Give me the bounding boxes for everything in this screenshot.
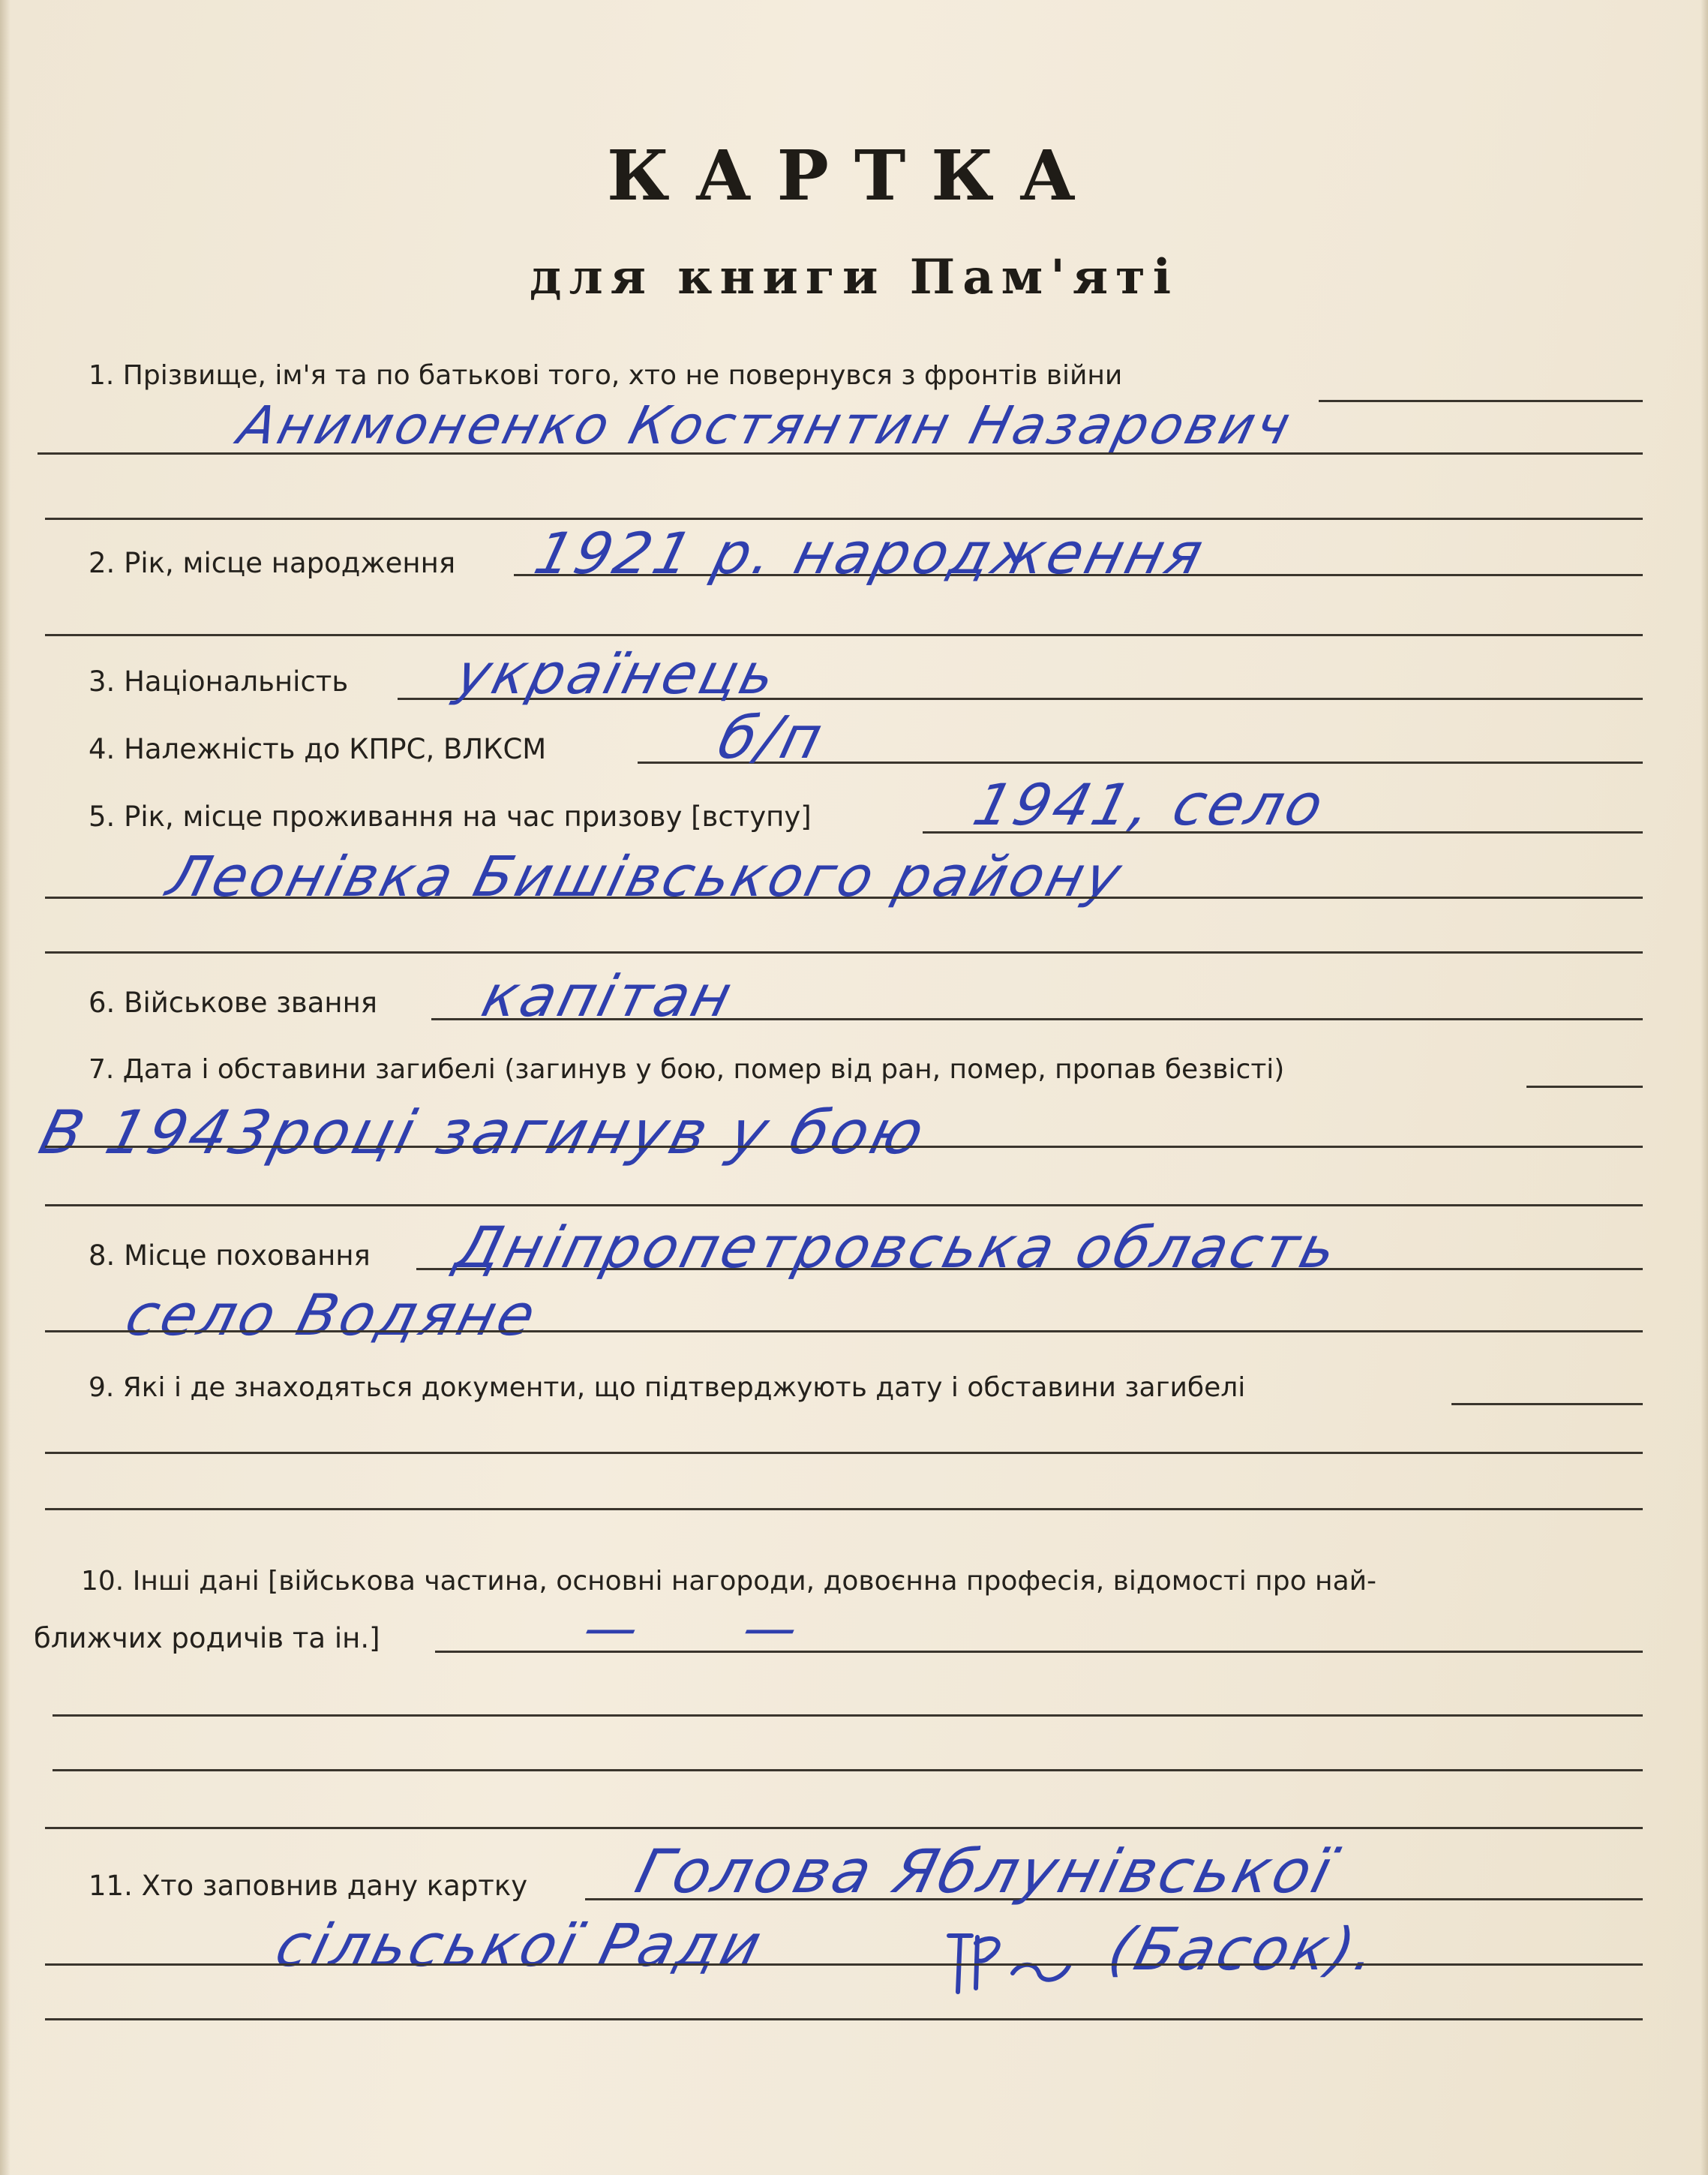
field-7-rule-2 <box>45 1204 1643 1206</box>
field-2-label: 2. Рік, місце народження <box>89 547 456 579</box>
field-4-answer: б/п <box>711 704 832 772</box>
field-5-rule-2 <box>45 897 1643 899</box>
field-11-answer-line-1: Голова Яблунівської <box>629 1837 1342 1906</box>
field-9-rule-1 <box>45 1452 1643 1454</box>
field-5-answer-line-1: 1941, село <box>967 771 1333 838</box>
field-11-answer-line-2b: (Басок). <box>1101 1916 1386 1984</box>
field-10-answer: — — <box>577 1597 850 1659</box>
field-10-label-line-1: 10. Інші дані [військова частина, основні нагороди, довоєнна професія, відомості про най- <box>81 1566 1377 1597</box>
field-2-answer: 1921 р. народження <box>528 520 1213 587</box>
paper-edge-left <box>0 0 11 2175</box>
field-11-rule-3 <box>45 2018 1643 2020</box>
field-3-answer: українець <box>449 642 785 707</box>
field-1-label: 1. Прізвище, ім'я та по батькові того, хто не повернувся з фронтів війни <box>89 360 1123 391</box>
field-6-answer: капітан <box>476 963 742 1029</box>
field-5-rule-3 <box>45 951 1643 954</box>
field-8-answer-line-1: Дніпропетровська область <box>449 1214 1346 1281</box>
field-5-answer-line-2: Леонівка Бишівського району <box>161 845 1130 909</box>
field-2-rule-2 <box>45 634 1643 636</box>
field-8-answer-line-2: село Водяне <box>119 1281 545 1348</box>
field-5-label: 5. Рік, місце проживання на час призову [вступу] <box>89 801 812 833</box>
field-1-answer: Анимоненко Костянтин Назарович <box>232 395 1299 456</box>
field-3-label: 3. Національність <box>89 665 349 698</box>
field-10-rule-2 <box>53 1714 1643 1717</box>
field-9-rule-2 <box>45 1508 1643 1510</box>
field-11-rule-2 <box>45 1963 1643 1966</box>
card-subtitle: для книги Пам'яті <box>529 249 1179 305</box>
field-9-rule-tail <box>1451 1403 1643 1405</box>
field-7-label: 7. Дата і обставини загибелі (загинув у бою, помер від ран, помер, пропав безвісті) <box>89 1054 1285 1085</box>
field-1-rule-1 <box>38 452 1643 455</box>
field-11-answer-line-2: сільської Ради <box>269 1912 771 1980</box>
field-10-label-line-2: ближчих родичів та ін.] <box>34 1622 380 1654</box>
paper-edge-right <box>1700 0 1708 2175</box>
field-8-rule-2 <box>45 1330 1643 1332</box>
field-9-label: 9. Які і де знаходяться документи, що підтверджують дату і обставини загибелі <box>89 1372 1246 1403</box>
field-10-rule-4 <box>45 1827 1643 1829</box>
field-10-rule-3 <box>53 1769 1643 1771</box>
field-7-rule-tail <box>1526 1086 1643 1088</box>
field-1-rule-tail <box>1319 400 1643 402</box>
field-6-label: 6. Військове звання <box>89 987 378 1019</box>
signature-mark <box>941 1921 1076 2003</box>
field-7-rule-1 <box>45 1146 1643 1148</box>
field-11-label: 11. Хто заповнив дану картку <box>89 1870 528 1902</box>
field-7-answer: В 1943році загинув у бою <box>32 1098 934 1167</box>
card-title: КАРТКА <box>607 135 1101 216</box>
field-4-label: 4. Належність до КПРС, ВЛКСМ <box>89 733 547 765</box>
field-8-label: 8. Місце поховання <box>89 1239 371 1272</box>
